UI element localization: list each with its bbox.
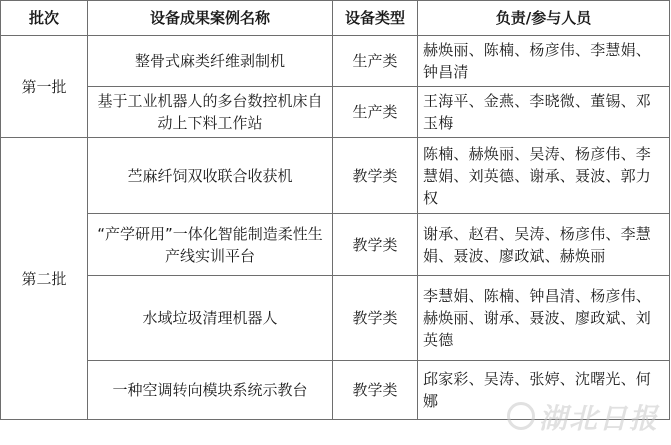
people-list: 邱家彩、吴涛、张婷、沈曙光、何娜 (418, 361, 670, 420)
device-type: 教学类 (333, 276, 418, 361)
project-name: 一种空调转向模块系统示教台 (88, 361, 333, 420)
people-list: 赫焕丽、陈楠、杨彦伟、李慧娟、钟昌清 (418, 36, 670, 87)
people-list: 李慧娟、陈楠、钟昌清、杨彦伟、赫焕丽、谢承、聂波、廖政斌、刘英德 (418, 276, 670, 361)
device-type: 生产类 (333, 36, 418, 87)
project-name: “产学研用”一体化智能制造柔性生产线实训平台 (88, 214, 333, 276)
watermark-text: 湖北日报 (538, 402, 659, 435)
table-row (1, 276, 670, 361)
project-name: 整骨式麻类纤维剥制机 (88, 36, 333, 87)
header-name: 设备成果案例名称 (88, 1, 333, 36)
device-type: 教学类 (333, 138, 418, 214)
header-people: 负责/参与人员 (418, 1, 670, 36)
device-type: 教学类 (333, 214, 418, 276)
batch-label: 第一批 (1, 36, 88, 138)
project-name: 苎麻纤饲双收联合收获机 (88, 138, 333, 214)
header-type: 设备类型 (333, 1, 418, 36)
table-row (1, 138, 670, 214)
table-header-row (1, 1, 670, 36)
table-row (1, 214, 670, 276)
people-list: 王海平、金燕、李晓微、董锡、邓玉梅 (418, 87, 670, 138)
device-type: 生产类 (333, 87, 418, 138)
people-list: 陈楠、赫焕丽、吴涛、杨彦伟、李慧娟、刘英德、谢承、聂波、郭力权 (418, 138, 670, 214)
project-name: 水域垃圾清理机器人 (88, 276, 333, 361)
project-name: 基于工业机器人的多台数控机床自动上下料工作站 (88, 87, 333, 138)
device-type: 教学类 (333, 361, 418, 420)
people-list: 谢承、赵君、吴涛、杨彦伟、李慧娟、聂波、廖政斌、赫焕丽 (418, 214, 670, 276)
table-row (1, 361, 670, 420)
batch-label: 第二批 (1, 138, 88, 420)
header-batch: 批次 (1, 1, 88, 36)
table-row (1, 36, 670, 87)
table-row (1, 87, 670, 138)
